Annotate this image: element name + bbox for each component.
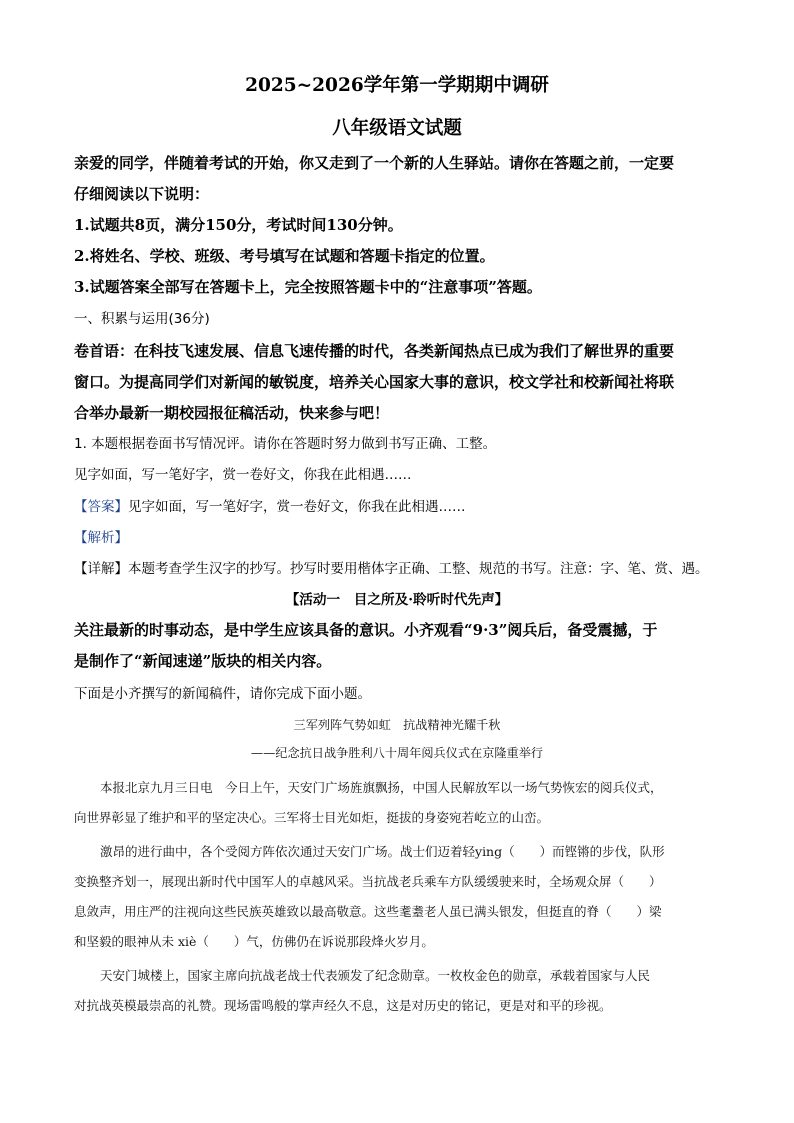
activity-line-3: 下面是小齐撰写的新闻稿件，请你完成下面小题。 xyxy=(74,686,371,702)
news-p2-line-2: 变换整齐划一，展现出新时代中国军人的卓越风采。当抗战老兵乘车方队缓缓驶来时，全场观众屏（ ） xyxy=(74,874,662,889)
answer-tag: 【答案】 xyxy=(74,499,128,515)
instruction-2: 2.将姓名、学校、班级、考号填写在试题和答题卡指定的位置。 xyxy=(74,247,495,265)
news-subhead: ——纪念抗日战争胜利八十周年阅兵仪式在京隆重举行 xyxy=(250,746,544,760)
preface-line-1: 卷首语：在科技飞速发展、信息飞速传播的时代，各类新闻热点已成为我们了解世界的重要 xyxy=(74,342,675,360)
intro-line-2: 仔细阅读以下说明： xyxy=(74,185,210,203)
news-headline: 三军列阵气势如虹 抗战精神光耀千秋 xyxy=(293,718,501,732)
question-1-prompt: 1. 本题根据卷面书写情况评。请你在答题时努力做到书写正确、工整。 xyxy=(74,436,497,452)
news-p1-line-1: 本报北京九月三日电 今日上午，天安门广场旌旗飘扬，中国人民解放军以一场气势恢宏的阅兵仪式， xyxy=(100,780,663,795)
instruction-1: 1.试题共8页，满分150分，考试时间130分钟。 xyxy=(74,216,403,234)
detail-line xyxy=(74,557,709,577)
question-1-text: 见字如面，写一笔好字，赏一卷好文，你我在此相遇…… xyxy=(74,467,412,483)
intro-line-1: 亲爱的同学，伴随着考试的开始，你又走到了一个新的人生驿站。请你在答题之前，一定要 xyxy=(74,154,675,172)
news-p1-line-2: 向世界彰显了维护和平的坚定决心。三军将士目光如炬，挺拔的身姿宛若屹立的山峦。 xyxy=(74,810,550,825)
page-subtitle: 八年级语文试题 xyxy=(332,118,462,139)
answer-line xyxy=(74,495,466,515)
preface-line-3: 合举办最新一期校园报征稿活动，快来参与吧！ xyxy=(74,404,390,422)
analysis-tag: 【解析】 xyxy=(74,530,128,546)
news-p2-line-4: 和坚毅的眼神从未 xiè（ ）气，仿佛仍在诉说那段烽火岁月。 xyxy=(74,934,434,949)
section-heading: 一、积累与运用(36分) xyxy=(74,311,210,327)
news-p2-line-1: 激昂的进行曲中，各个受阅方阵依次通过天安门广场。战士们迈着轻ying（ ）而铿锵的步伐，队形 xyxy=(100,844,665,859)
news-p2-line-3: 息敛声，用庄严的注视向这些民族英雄致以最高敬意。这些耄耋老人虽已满头银发，但挺直的脊（ ）梁 xyxy=(74,904,662,919)
activity-line-2: 是制作了“新闻速递”版块的相关内容。 xyxy=(74,652,332,670)
activity-line-1: 关注最新的时事动态，是中学生应该具备的意识。小齐观看“9·3”阅兵后，备受震撼，于 xyxy=(74,621,658,639)
preface-line-2: 窗口。为提高同学们对新闻的敏锐度，培养关心国家大事的意识，校文学社和校新闻社将联 xyxy=(74,373,675,391)
page-title: 2025~2026学年第一学期期中调研 xyxy=(245,75,549,96)
instruction-3: 3.试题答案全部写在答题卡上，完全按照答题卡中的“注意事项”答题。 xyxy=(74,278,542,296)
detail-text: 本题考查学生汉字的抄写。抄写时要用楷体字正确、工整、规范的书写。注意：字、笔、赏、遇。 xyxy=(128,561,709,577)
detail-tag: 【详解】 xyxy=(74,561,128,577)
news-p3-line-2: 对抗战英模最崇高的礼赞。现场雷鸣般的掌声经久不息，这是对历史的铭记，更是对和平的珍视。 xyxy=(74,998,612,1013)
activity-title: 【活动一 目之所及·聆听时代先声】 xyxy=(285,592,509,608)
news-p3-line-1: 天安门城楼上，国家主席向抗战老战士代表颁发了纪念勋章。一枚枚金色的勋章，承载着国家与人民 xyxy=(100,968,651,983)
answer-text: 见字如面，写一笔好字，赏一卷好文，你我在此相遇…… xyxy=(128,499,466,515)
